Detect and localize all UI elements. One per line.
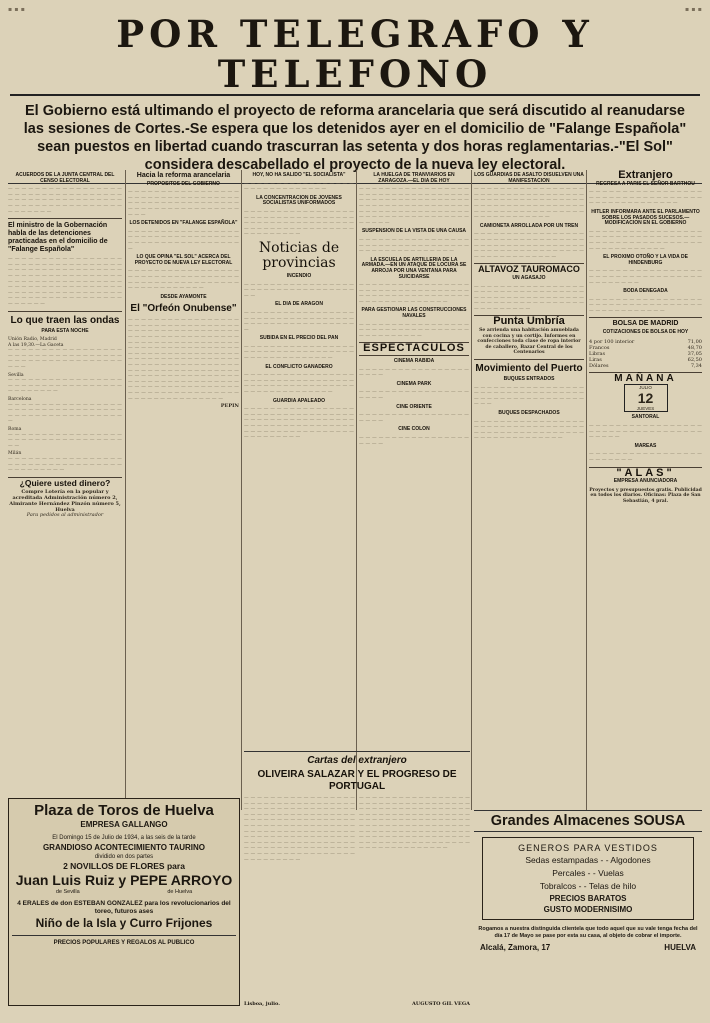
section-heading: Cartas del extranjero [244,751,470,766]
ad-heading: Punta Umbría [493,315,565,328]
table-row: Dólares 7,34 [589,362,702,369]
list-item: CINE COLON [398,426,430,433]
article-subheading: EL DIA DE ARAGON [275,301,323,308]
list-item: CINEMA PARK [396,380,432,387]
table-row: Francos 48,70 [589,344,702,351]
article-heading: ESPECTACULOS [363,342,465,355]
article-subheading: MAREAS [634,442,657,449]
signature: AUGUSTO GIL VEGA [411,1001,470,1007]
article-heading: BOLSA DE MADRID [612,320,679,328]
article-subheading: EL CONFLICTO GANADERO [265,363,333,370]
sousa-ad [474,810,702,1006]
front-headline: El Gobierno está ultimando el proyecto de reforma arancelaria que será discutido al reanudarse las sesiones de Cortes.-Se espera que los detenidos ayer en el domicilio de "Falange Española" sean puestos en libertad cuando trascurran las setenta y dos horas reglamentarias.-"El Sol" considera descabellado el proyecto de la nueva ley electoral. [8,96,702,184]
bolsa-table [589,339,702,369]
ad-line: PRECIOS BARATOS [549,894,627,903]
ad-subheading: EMPRESA ANUNCIADORA [613,478,678,485]
columns [8,170,702,1012]
ad-text: 2 NOVILLOS DE FLORES para [63,861,185,871]
ad-body: Se arrienda una habitación amueblada con cocina y un cortijo. Informes en confecciones toda clase de ropa interior de caballero, Bazar Central de los Centenarios [477,328,581,356]
article-subheading: SUBIDA EN EL PRECIO DEL PAN [259,335,339,342]
ad-line: Sedas estampadas - - Algodones [525,855,651,865]
calendar-day: 12 [637,389,654,406]
ad-address: Alcalá, Zamora, 17 [480,943,551,952]
article-subheading: CAMIONETA ARROLLADA POR UN TREN [479,222,579,229]
article-heading: OLIVEIRA SALAZAR Y EL PROGRESO DE PORTUGAL [257,769,457,792]
ad-body: Proyectos y presupuestos gratis. Publicidad en todos los diarios. Oficinas: Plaza de San Sebastián, 4 pral. [589,487,702,504]
column-5: LOS GUARDIAS DE ASALTO DISUELVEN UNA MANIFESTACION — — — — — — — — — — — — — — — — — — — — — — — — — — — — — — — — — — — — — — — — — — — — — — — — — — — — — — — — — — — — — — — — — — — — — — — — — — — — — — — — — — — — — — — — — — — — — — — — — CAMIONETA ARROLLADA POR UN TREN — — — — — — — — — — — — — — — — — — — — — — — — — — — — — — — — — — — — — — — — — — — — — — — — — — — — — — — — — — — — — — — — — — — — — — — — — — — — — — — — — ALTAVOZ TAUROMACO UN AGASAJO — — — — — — — — — — — — — — — — — — — — — — — — — — — — — — — — — — — — — — — — — — — — — — — — — — — — — — — — — — — — — — — — — — — — — — — — — — — — — Punta Umbría Se arrienda una habitación amueblada con cocina y un cortijo. Informes en confecciones toda clase de ropa interior de caballero, Bazar Central de los Centenarios Movimiento del Puerto BUQUES ENTRADOS — — — — — — — — — — — — — — — — — — — — — — — — — — — — — — — — — — — — — — — — — — — — — — — — — — — — — — BUQUES DESPACHADOS — — — — — — — — — — — — — — — — — — — — — — — — — — — — — — — — — — — — — — — — — — — — — — — — — — — — — — — — — — — — — — — — — [474,172,584,442]
article-heading: ALTAVOZ TAUROMACO [478,264,580,275]
article-heading: El ministro de la Gobernación habla de las detenciones practicadas en el domicilio de "Falange Española" [8,222,108,254]
article-subheading: HOY, NO HA SALIDO "EL SOCIALISTA" [252,172,346,178]
article-heading: Movimiento del Puerto [475,363,583,375]
article-subheading: BUQUES DESPACHADOS [498,410,560,416]
article-subheading: LA HUELGA DE TRANVIARIOS EN ZARAGOZA.—EL DIA DE HOY [373,172,455,184]
article-subheading: INCENDIO [286,272,312,279]
list-item: CINE ORIENTE [396,403,432,410]
list-item: Roma [8,427,22,432]
article-subheading: DESDE AYAMONTE [160,293,207,300]
article-heading: El "Orfeón Onubense" [130,303,237,315]
article-heading: Hacia la reforma arancelaria [136,172,231,179]
calendar-month: JULIO [639,385,652,391]
ad-line: GUSTO MODERNISIMO [543,905,633,914]
column-3: HOY, NO HA SALIDO "EL SOCIALISTA" — — — — — — — — — — — — — — — — — — — — — — — — — — — — — — LA CONCENTRACION DE JOVENES SOCIALISTAS UNIFORMADOS — — — — — — — — — — — — — — — — — — — — — — — — — — — — — — — — — — — — — — — — — — — — — — — — — — — — — — — — — — — — — — — — — — — — — — — — — — — — — Noticias de provincias INCENDIO — — — — — — — — — — — — — — — — — — — — — — — — — — — — — — — — — — — — EL DIA DE ARAGON — — — — — — — — — — — — — — — — — — — — — — — — — — — — — — — — — — — — — — — — — — — — — — — — — — — — SUBIDA EN EL PRECIO DEL PAN — — — — — — — — — — — — — — — — — — — — — — — — — — — — — — — — — — — — — — — — — — — — — — — — EL CONFLICTO GANADERO — — — — — — — — — — — — — — — — — — — — — — — — — — — — — — — — — — — — — — — — — — — — — — — — — — — — — — — — — — — — — — — — — GUARDIA APALEADO — — — — — — — — — — — — — — — — — — — — — — — — — — — — — — — — — — — — — — — — — — — — — — — — — — — — — — — — — — — — — — — — — — — — — — — — — — — — — — — — — — — — — — — — — — — — — — [244,172,354,441]
article-subheading: REGRESA A PARIS EL SEÑOR BARTHOU [596,180,695,187]
signature: PEPIN [220,403,239,410]
radio-list: Unión Radio, Madrid A las 19,30.—La Gaceta — — — — — — — — — — — — — — — — — — — — — — — — — — — — — — — — — — — — — — — — — — — — — — — — — — — — — — Sevilla — — — — — — — — — — — — — — — — — — — — — — — — — — — — — — — — — — — — — — — — — — Barcelona — — — — — — — — — — — — — — — — — — — — — — — — — — — — — — — — — — — — — — — — — — — — — — — — — — — — Roma — — — — — — — — — — — — — — — — — — — — — — — — — — — — — — — — — — — — Milán — — — — — — — — — — — — — — — — — — — — — — — — — — — — — — — — — — — — — — — — — — — [8,337,122,474]
article-subheading: HITLER INFORMARA ANTE EL PARLAMENTO SOBRE LOS PASADOS SUCESOS.—MODIFICACION EN EL GOBIERNO [591,208,700,227]
article-heading: Noticias de provincias [258,239,340,271]
ad-novilleros: Niño de la Isla y Curro Frijones [35,916,213,930]
article-subheading: PROPOSITOS DEL GOBIERNO [147,180,220,187]
list-item: Unión Radio, Madrid [8,337,57,343]
column-1: ACUERDOS DE LA JUNTA CENTRAL DEL CENSO ELECTORAL — — — — — — — — — — — — — — — — — — — — — — — — — — — — — — — — — — — — — — — — — — — — — — — — — — — — — — — — — — — — — — — — — — — — — — — — — — — El ministro de la Gobernación habla de las detenciones practicadas en el domicilio de "Falange Española" — — — — — — — — — — — — — — — — — — — — — — — — — — — — — — — — — — — — — — — — — — — — — — — — — — — — — — — — — — — — — — — — — — — — — — — — — — — — — — — — — — — — — — — — — — — — — — — — — — — — — — — — — — — — — — — — — — — — — — — — — — — — — — — — — — — — — — — — — — — — — — Lo que traen las ondas PARA ESTA NOCHE Unión Radio, Madrid A las 19,30.—La Gaceta — — — — — — — — — — — — — — — — — — — — — — — — — — — — — — — — — — — — — — — — — — — — — — — — — — — — — — Sevilla — — — — — — — — — — — — — — — — — — — — — — — — — — — — — — — — — — — — — — — — — — Barcelona — — — — — — — — — — — — — — — — — — — — — — — — — — — — — — — — — — — — — — — — — — — — — — — — — — — — Roma — — — — — — — — — — — — — — — — — — — — — — — — — — — — — — — — — — — — Milán — — — — — — — — — — — — — — — — — — — — — — — — — — — — — — — — — — — — — — — — — — — ¿Quiere usted dinero? Compre Lotería en la popular y acreditada Administración número 2, Almirante Hernández Pinzón número 5, Huelva Para pedidos al administrador [8,172,122,519]
article-subheading: COTIZACIONES DE BOLSA DE HOY [602,329,689,336]
calendar-box [624,384,668,412]
ad-date: El Domingo 15 de Julio de 1934, a las seis de la tarde [52,835,196,841]
article-heading: ACUERDOS DE LA JUNTA CENTRAL DEL CENSO ELECTORAL [15,172,115,184]
section-masthead: POR TELEGRAFO Y TELEFONO [10,14,700,96]
article-subheading: EL PROXIMO OTOÑO Y LA VIDA DE HINDENBURG [603,254,688,266]
ad-heading: ¿Quiere usted dinero? [19,477,111,488]
ad-line: Tobralcos - - Telas de hilo [539,881,637,891]
article-subheading: BODA DENEGADA [623,288,668,295]
list-item: CINEMA RABIDA [393,358,435,365]
bullfight-ad [8,798,240,1006]
article-subheading: PARA ESTA NOCHE [41,327,89,334]
ad-subtitle: GENEROS PARA VESTIDOS [518,843,658,853]
article-heading: MAÑANA [614,372,677,384]
ad-line: Percales - - Vuelas [552,868,624,878]
table-row: Liras 62,50 [589,356,702,363]
article-subheading: LA ESCUELA DE ARTILLERIA DE LA ARMADA.—EN UN ATAQUE DE LOCURA SE ARROJA POR UNA VENTANA PARA SUICIDARSE [361,256,467,280]
top-strip: ▪ ▪ ▪ ▪ ▪ ▪ [8,6,702,13]
column-4: LA HUELGA DE TRANVIARIOS EN ZARAGOZA.—EL DIA DE HOY — — — — — — — — — — — — — — — — — — — — — — — — — — — — — — — — — — — — — — — — — — — — — — — — — — — — — — — — — — — — — — — — — — — — — — — — — — — — — — — — — — — — — — — — — — — — — — — — — — — — — — — — — — — SUSPENSION DE LA VISTA DE UNA CAUSA — — — — — — — — — — — — — — — — — — — — — — — — — — — — — — — — — — — — — — — — — — — — — — — — — LA ESCUELA DE ARTILLERIA DE LA ARMADA.—EN UN ATAQUE DE LOCURA SE ARROJA POR UNA VENTANA PARA SUICIDARSE — — — — — — — — — — — — — — — — — — — — — — — — — — — — — — — — — — — — — — — — — — — — — — — — — — — — — — — — — — — — — — — — — PARA GESTIONAR LAS CONSTRUCCIONES NAVALES — — — — — — — — — — — — — — — — — — — — — — — — — — — — — — — — — — — — — — — — — — — — ESPECTACULOS CINEMA RABIDA — — — — — — — — — — — — — — — — — — — — — CINEMA PARK — — — — — — — — — — — — — — — — — — — — — CINE ORIENTE — — — — — — — — — — — — — — — — — — — — — CINE COLON — — — — — — — — — — — — — — — — — — — — — [359,172,469,447]
ad-text: 4 ERALES de don ESTEBAN GONZALEZ para los revolucionarios del toreo, futuros ases [17,900,231,915]
list-item: A las 19,30.—La Gaceta [8,342,64,348]
article-subheading: BUQUES ENTRADOS [503,376,555,383]
ad-footer: Para pedidos al administrador [26,512,104,519]
article-heading: Lo que traen las ondas [10,314,120,326]
list-item: Sevilla [8,372,24,378]
ad-company: EMPRESA GALLANGO [80,820,168,829]
article-subheading: SANTORAL [631,414,660,421]
article-subheading: LA CONCENTRACION DE JOVENES SOCIALISTAS UNIFORMADOS [256,194,342,207]
article-subheading: LO QUE OPINA "EL SOL" ACERCA DEL PROYECTO DE NUEVA LEY ELECTORAL [134,254,233,266]
ad-text: de Sevilla [55,889,80,895]
ad-event: GRANDIOSO ACONTECIMIENTO TAURINO [42,843,206,852]
calendar-weekday: JUEVES [636,405,655,411]
article-subheading: LOS DETENIDOS EN "FALANGE ESPAÑOLA" [129,220,238,227]
ad-heading: "ALAS" [616,466,675,479]
ad-text: de Huelva [167,889,193,895]
ad-footer: PRECIOS POPULARES Y REGALOS AL PUBLICO [12,935,236,947]
table-row: 4 por 100 interior 71,00 [589,338,702,345]
article-subheading: PARA GESTIONAR LAS CONSTRUCCIONES NAVALES [361,307,467,320]
ad-body: Compre Lotería en la popular y acreditada Administración número 2, Almirante Hernández Pinzón número 5, Huelva [9,489,121,514]
column-6: Extranjero REGRESA A PARIS EL SEÑOR BARTHOU — — — — — — — — — — — — — — — — — — — — — — — — — — — — — — — — — — — — — — — — — — — — — — — — HITLER INFORMARA ANTE EL PARLAMENTO SOBRE LOS PASADOS SUCESOS.—MODIFICACION EN EL GOBIERNO — — — — — — — — — — — — — — — — — — — — — — — — — — — — — — — — — — — — — — — — — — — — — — — — — — — — — — — — — — — — — — — EL PROXIMO OTOÑO Y LA VIDA DE HINDENBURG — — — — — — — — — — — — — — — — — — — — — — — — — — — — — — — — — — — — — — — — — — BODA DENEGADA — — — — — — — — — — — — — — — — — — — — — — — — — — — — — — — — — — — — — — — — — — — — — — BOLSA DE MADRID COTIZACIONES DE BOLSA DE HOY 4 por 100 interior 71,00 Francos 48,70 Libras 37,05 Liras 62,50 Dólares 7,34 MAÑANA JULIO 12 JUEVES SANTORAL — — — — — — — — — — — — — — — — — — — — — — — — — — — — — — — — — — — — — — — MAREAS — — — — — — — — — — — — — — — — — — — — — — — — "ALAS" EMPRESA ANUNCIADORA Proyectos y presupuestos gratis. Publicidad en todos los diarios. Oficinas: Plaza de San Sebastián, 4 pral. [589,170,702,504]
ad-title: Plaza de Toros de Huelva [34,802,214,819]
list-item: Milán [8,451,22,457]
column-2: Hacia la reforma arancelaria PROPOSITOS DEL GOBIERNO — — — — — — — — — — — — — — — — — — — — — — — — — — — — — — — — — — — — — — — — — — — — — — — — — — — — — — — — — — — — — — — — — — — — — — — LOS DETENIDOS EN "FALANGE ESPAÑOLA" — — — — — — — — — — — — — — — — — — — — — — — — — — — — — — — — — — — — — — — — — — — — — — — — — — — — LO QUE OPINA "EL SOL" ACERCA DEL PROYECTO DE NUEVA LEY ELECTORAL — — — — — — — — — — — — — — — — — — — — — — — — — — — — — — — — — — — — — — — — — — — — — — — — — — — — — — — — — — — — — — — DESDE AYAMONTE El "Orfeón Onubense" — — — — — — — — — — — — — — — — — — — — — — — — — — — — — — — — — — — — — — — — — — — — — — — — — — — — — — — — — — — — — — — — — — — — — — — — — — — — — — — — — — — — — — — — — — — — — — — — — — — — — — — — — — — — — — — — — — — — — — — — — — — — — — — — — — — — — — — — — — — — — — — — — — — — — — — — — — — — — — — — — — — — — — — — — — — — — — — — — — — — — — — — — — — — — — — — — — — — — — — — — — — — — — — — — — — — — — — — — — — — — — — — — — — — — — — — — — — — — — — — — — — — — — — — — — — — — PEPIN [128,172,239,410]
ad-text: dividido en dos partes [94,854,154,860]
cartas-article: Cartas del extranjero OLIVEIRA SALAZAR Y EL PROGRESO DE PORTUGAL — — — — — — — — — — — — — — — — — — — — — — — — — — — — — — — — — — — — — — — — — — — — — — — — — — — — — — — — — — — — — — — — — — — — — — — — — — — — — — — — — — — — — — — — — — — — — — — — — — — — — — — — — — — — — — — — — — — — — — — — — — — — — — — — — — — — — — — — — — — — — — — — — — — — — — — — — — — — — — — — — — — — — — — — — — — — — — — — — — — — — — — — — — — — — — — — — — — — — — — — — — — — — — — — — — — — — — — — — — — — — — — — — — — — — — — — — — — — — — — — — — — — — — — — — — — — — — — — — — — — — — — — — — — — — — — — — — — — — — — — — — — — — — — — — — — — — — — — — — — — — — — — — — — — — — — — — — — — — — — — — — — — — — — — — — — — — — — — — — — — — — — — — — — — — — — — — — — — — — — — — — — Lisboa, julio. AUGUSTO GIL VEGA [244,748,470,1006]
ad-title: Grandes Almacenes SOUSA [474,810,702,832]
article-dateline: Lisboa, julio. [244,1001,281,1007]
article-heading: Extranjero [618,170,673,181]
list-item: Barcelona [8,397,32,403]
article-subheading: LOS GUARDIAS DE ASALTO DISUELVEN UNA MANIFESTACION [474,172,584,184]
article-subheading: SUSPENSION DE LA VISTA DE UNA CAUSA [361,228,467,235]
ad-matadors: Juan Luis Ruiz y PEPE ARROYO [15,872,233,888]
ad-note: Rogamos a nuestra distinguida clientela que todo aquel que su vale tenga fecha del día 17 de Mayo se pase por esta su casa, al objeto de cobrar el importe. [478,926,698,939]
article-subheading: GUARDIA APALEADO [272,397,326,404]
table-row: Libras 37,05 [589,350,702,357]
ad-city: HUELVA [664,943,696,952]
article-subheading: UN AGASAJO [512,274,546,281]
